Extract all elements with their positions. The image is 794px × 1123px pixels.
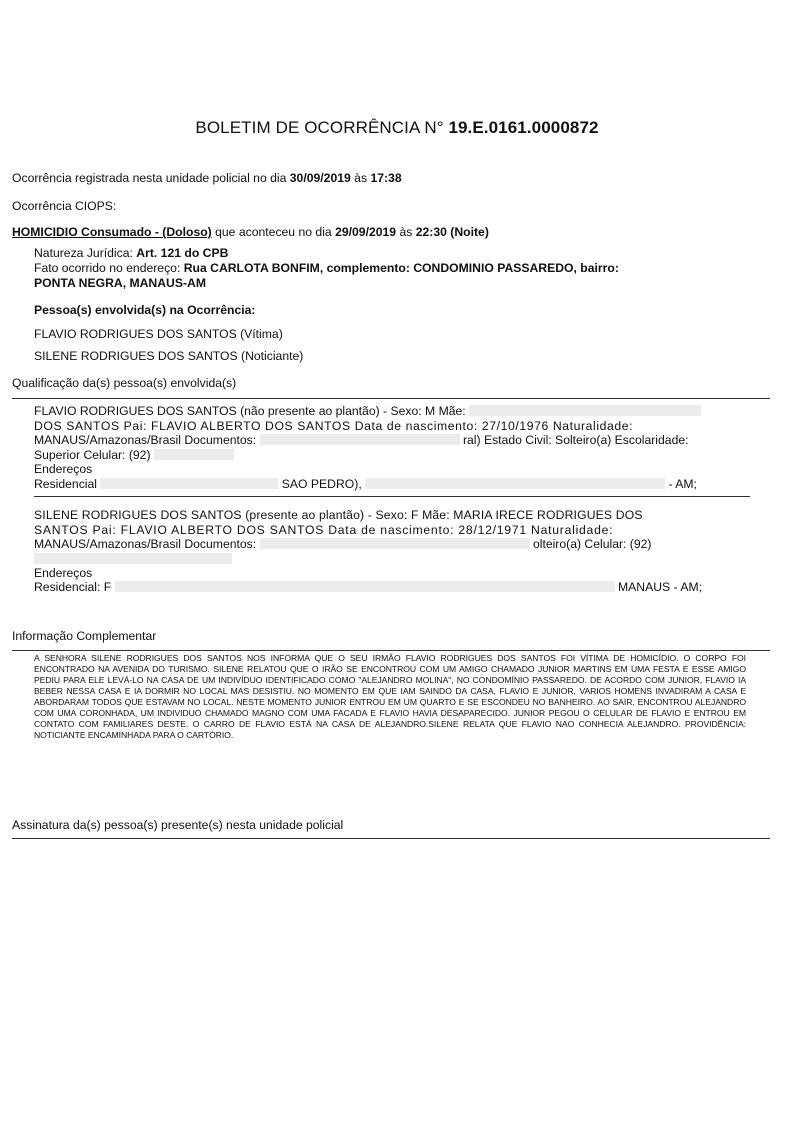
p2-l2: SANTOS Pai: FLAVIO ALBERTO DOS SANTOS Data de nascimento: 28/12/1971 Naturalidade: [34, 522, 614, 537]
redacted-area [115, 581, 615, 592]
p1-l3a: MANAUS/Amazonas/Brasil Documentos: [34, 433, 257, 447]
redacted-area [365, 478, 665, 489]
registro-line [12, 171, 402, 185]
p2-res-end: MANAUS - AM; [618, 580, 702, 594]
pessoa-2-qualificacao [34, 508, 756, 595]
p2-res-label: Residencial: F [34, 580, 112, 594]
pessoas-heading-text: Pessoa(s) envolvida(s) na Ocorrência: [34, 303, 256, 317]
registro-as: às [354, 171, 368, 185]
p2-line-3 [34, 537, 756, 552]
pessoa-1-qualificacao [34, 404, 756, 491]
complementar-text: A SENHORA SILENE RODRIGUES DOS SANTOS NOS INFORMA QUE O SEU IRMÃO FLAVIO RODRIGUES DOS SANTOS FOI VÍTIMA DE HOMICÍDIO. O CORPO FOI ENCONTRADO NA AVENIDA DO TURISMO. SILENE RELATOU QUE O IRÃO SE ENCONTROU COM UM AMIGO CHAMADO JUNIOR MARTINS EM UMA FESTA E ESSE AMIGO PEDIU PARA ELE LEVÁ-LO NA CASA DE UM INDIVÍDUO IDENTIFICADO COMO "ALEJANDRO MOLINA", NO CONDOMÍNIO PASSAREDO. DE ACORDO COM JUNIOR, FLAVIO IA BEBER NESSA CASA E IA DORMIR NO LOCAL MAS DESISTIU. NO MOMENTO EM QUE IAM SAINDO DA CASA, FLAVIO E JUNIOR, VARIOS HOMENS INVADIRAM A CASA E ABORDARAM TODOS QUE ESTAVAM NO LOCAL. NESTE MOMENTO JUNIOR ENTROU EM UM QUARTO E SE ESCONDEU NO BANHEIRO. AO SAIR, ENCONTROU ALEJANDRO COM UMA CORONHADA, UM INDIVIDUO CHAMADO MAGNO COM UMA FACADA E FLAVIO HAVIA DESAPARECIDO. JUNIOR PEGOU O CELULAR DE FLAVIO E ENTROU EM CONTATO COM FAMILIARES DESTE. O CARRO DE FLAVIO ESTÁ NA CASA DE ALEJANDRO.SILENE RELATA QUE FLAVIO NAO CONHECIA ALEJANDRO. PROVIDÊNCIA: NOTICIANTE ENCAMINHADA PARA O CARTÓRIO. [34, 653, 746, 740]
registro-time: 17:38 [370, 171, 402, 185]
p2-l3a: MANAUS/Amazonas/Brasil Documentos: [34, 537, 257, 551]
natureza-line [34, 246, 228, 260]
crime-as: às [399, 225, 413, 239]
section-divider [12, 650, 770, 651]
registro-date: 30/09/2019 [289, 171, 351, 185]
crime-text: que aconteceu no dia [215, 225, 332, 239]
endereco-line [34, 261, 619, 275]
p2-enderecos: Endereços [34, 565, 93, 580]
redacted-area [154, 449, 234, 460]
endereco-line-2 [34, 276, 206, 290]
endereco-label: Fato ocorrido no endereço: [34, 261, 181, 275]
p1-enderecos: Endereços [34, 462, 93, 476]
p1-l1: FLAVIO RODRIGUES DOS SANTOS (não presente ao plantão) - Sexo: M Mãe: [34, 404, 466, 418]
p2-redacted-line [34, 552, 756, 566]
boletim-number: 19.E.0161.0000872 [448, 118, 599, 137]
p1-line-4 [34, 448, 756, 463]
p1-res-mid: SAO PEDRO), [281, 476, 362, 491]
qualificacao-heading: Qualificação da(s) pessoa(s) envolvida(s) [12, 376, 237, 390]
p1-l2: DOS SANTOS Pai: FLAVIO ALBERTO DOS SANTOS Data de nascimento: 27/10/1976 Naturalidade: [34, 418, 634, 433]
crime-type: HOMICIDIO Consumado - (Doloso) [12, 225, 212, 239]
person-divider [34, 496, 750, 497]
p2-l1: SILENE RODRIGUES DOS SANTOS (presente ao plantão) - Sexo: F Mãe: MARIA IRECE RODRIGUES DOS [34, 508, 643, 522]
redacted-area [260, 538, 530, 549]
crime-time: 22:30 [415, 225, 447, 239]
p2-l3b: olteiro(a) Celular: (92) [532, 537, 652, 551]
pessoas-heading [34, 303, 256, 317]
crime-date: 29/09/2019 [335, 225, 397, 239]
redacted-area [260, 434, 460, 445]
crime-period: (Noite) [450, 225, 489, 239]
p1-line-1 [34, 404, 756, 419]
ciops-label: Ocorrência CIOPS: [12, 199, 117, 213]
pessoa-item: SILENE RODRIGUES DOS SANTOS (Noticiante) [34, 349, 304, 363]
p1-line-3 [34, 433, 756, 448]
redacted-area [469, 405, 701, 416]
redacted-area [34, 553, 232, 564]
crime-line [12, 225, 489, 239]
title-prefix: BOLETIM DE OCORRÊNCIA N° [195, 118, 444, 137]
p2-residencial [34, 580, 756, 595]
complementar-heading: Informação Complementar [12, 629, 157, 643]
endereco-value: Rua CARLOTA BONFIM, complemento: CONDOMINIO PASSAREDO, bairro: [183, 261, 619, 275]
endereco-value-2: PONTA NEGRA, MANAUS-AM [34, 276, 206, 290]
redacted-area [100, 478, 278, 489]
section-divider [12, 398, 770, 399]
document-title [0, 118, 794, 138]
natureza-value: Art. 121 do CPB [136, 246, 229, 260]
p1-l4: Superior Celular: (92) [34, 447, 151, 462]
assinatura-label: Assinatura da(s) pessoa(s) presente(s) nesta unidade policial [12, 818, 344, 832]
p1-residencial [34, 477, 756, 492]
p1-res-end: - AM; [668, 476, 697, 491]
signature-line [12, 838, 770, 839]
natureza-label: Natureza Jurídica: [34, 246, 133, 260]
p1-l3b: ral) Estado Civil: Solteiro(a) Escolaridade: [462, 433, 689, 447]
registro-text: Ocorrência registrada nesta unidade policial no dia [12, 171, 287, 185]
p1-res-label: Residencial [34, 476, 98, 491]
pessoa-item: FLAVIO RODRIGUES DOS SANTOS (Vítima) [34, 327, 283, 341]
